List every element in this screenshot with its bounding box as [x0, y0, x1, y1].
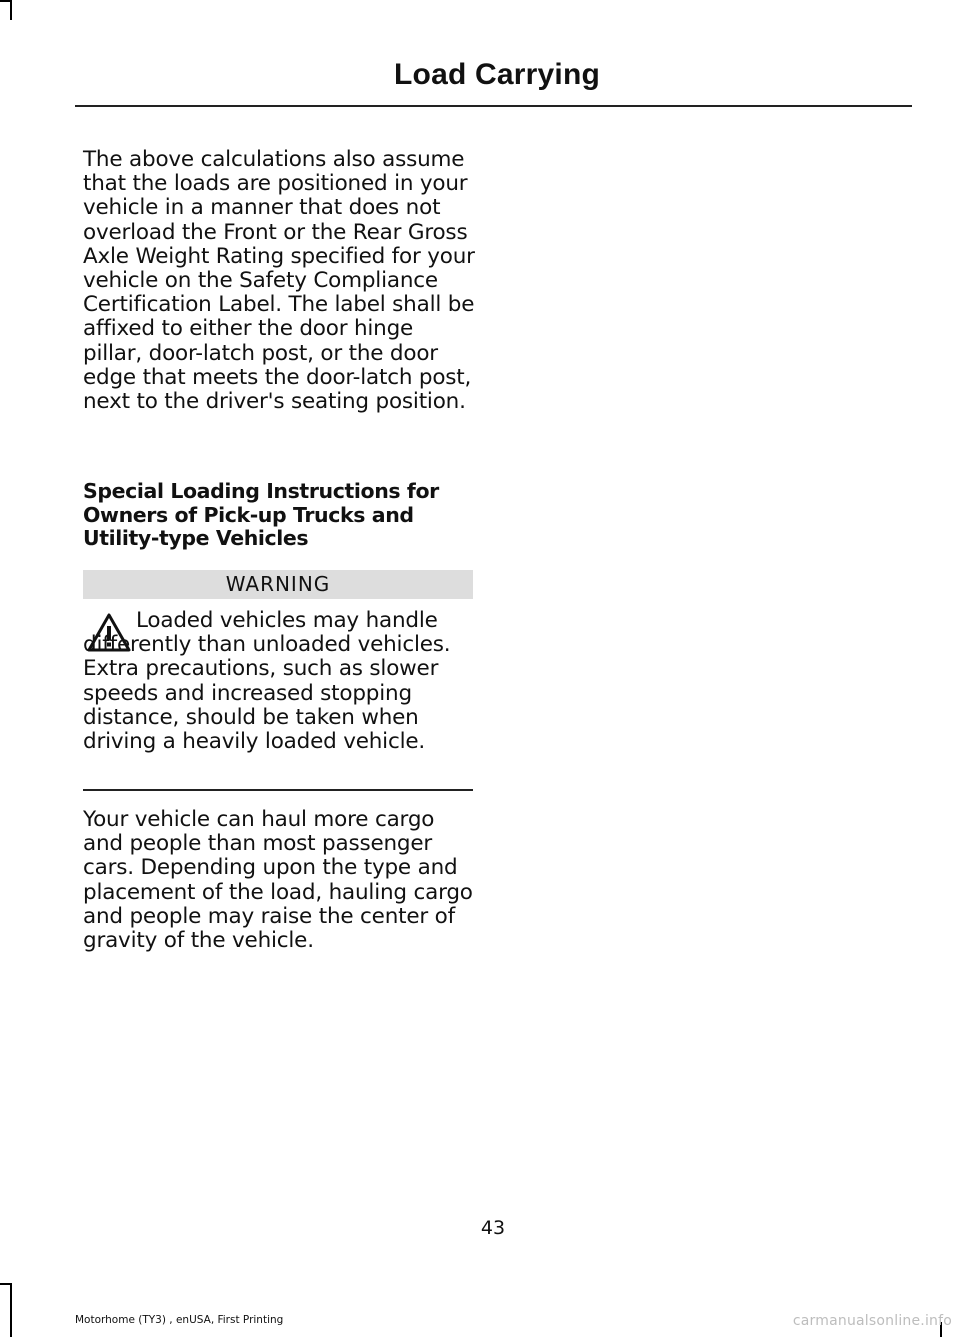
- crop-mark: [0, 1283, 12, 1285]
- intro-paragraph-block: [83, 148, 475, 414]
- cargo-paragraph-block: [83, 808, 475, 953]
- warning-divider: [83, 789, 473, 791]
- intro-paragraph: The above calculations also assume that the loads are positioned in your vehicle in a manner that does not overload the Front or the Rear Gross Axle Weight Rating specified for your vehicle on the Safety Compliance Certification Label. The label shall be affixed to either the door hinge pillar, door-latch post, or the door edge that meets the door-latch post, next to the driver's seating position.: [83, 147, 475, 415]
- crop-mark: [10, 1283, 12, 1337]
- header-divider: [75, 105, 912, 107]
- page-number: 43: [480, 1217, 506, 1239]
- crop-mark: [10, 0, 12, 20]
- cargo-paragraph: Your vehicle can haul more cargo and people than most passenger cars. Depending upon the type and placement of the load, hauling cargo and people may raise the center of gravity of the vehicle.: [83, 807, 473, 954]
- warning-label: WARNING: [83, 570, 473, 599]
- section-heading: Special Loading Instructions for Owners of Pick-up Trucks and Utility-type Vehicles: [83, 479, 439, 550]
- footer-text: Motorhome (TY3) , enUSA, First Printing: [75, 1314, 284, 1326]
- watermark: carmanualsonline.info: [792, 1313, 952, 1329]
- warning-text: Loaded vehicles may handle differently than unloaded vehicles. Extra precautions, such as slower speeds and increased stopping distance, should be taken when driving a heavily loaded vehicle.: [83, 608, 451, 755]
- page-title: Load Carrying: [394, 58, 600, 91]
- warning-body: [83, 609, 475, 754]
